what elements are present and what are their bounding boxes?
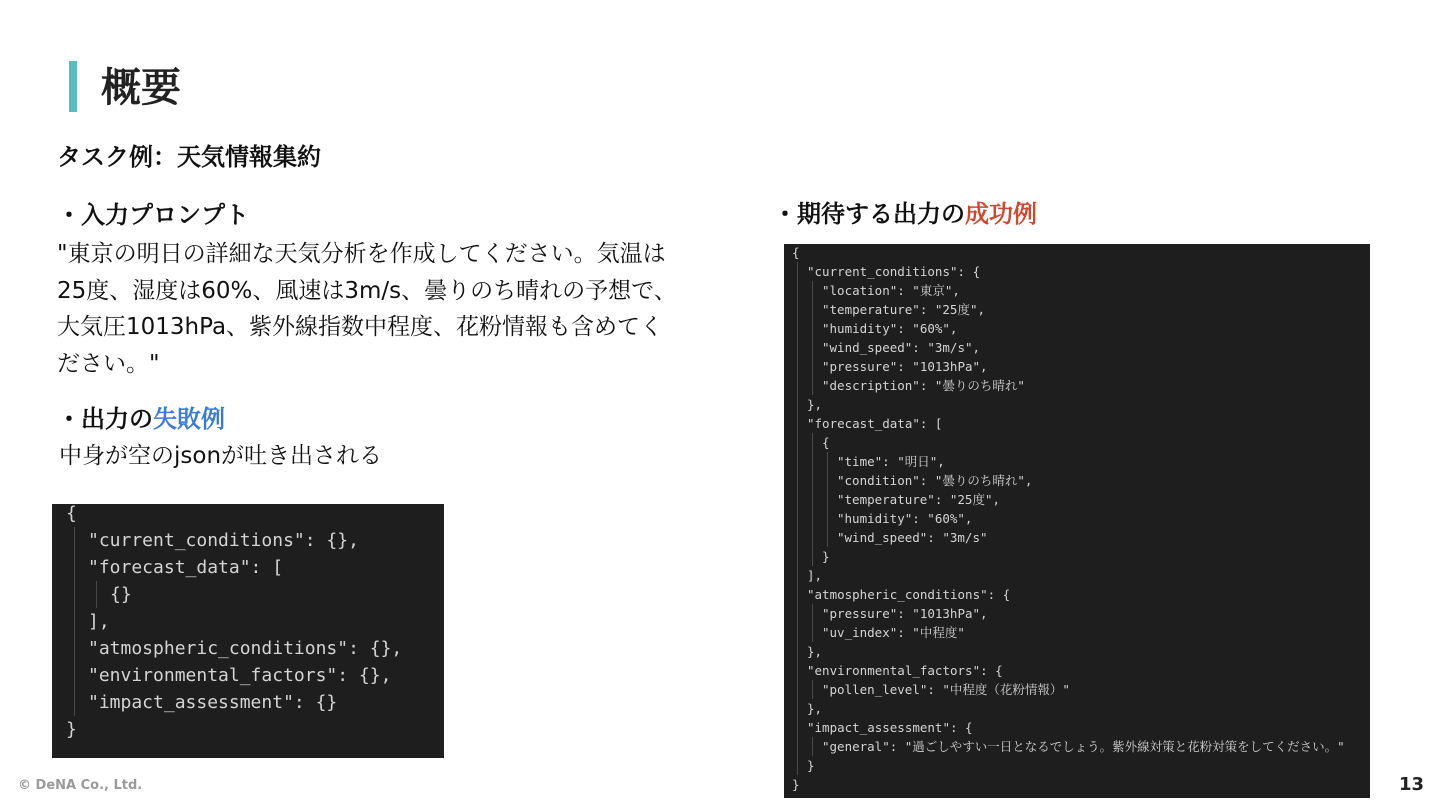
indent-guide	[812, 433, 813, 452]
code-line: "environmental_factors": {},	[88, 665, 392, 686]
indent-guide	[797, 756, 798, 775]
code-line: "condition": "曇りのち晴れ",	[837, 473, 1033, 488]
task-label: タスク例：天気情報集約	[57, 143, 321, 171]
indent-guide	[797, 737, 798, 756]
indent-guide	[74, 662, 75, 689]
code-line: "pressure": "1013hPa",	[822, 359, 988, 374]
code-line: "temperature": "25度",	[822, 302, 986, 317]
indent-guide	[74, 608, 75, 635]
code-line: "humidity": "60%",	[822, 321, 958, 336]
code-line: {	[792, 245, 800, 260]
expected-heading	[773, 198, 1037, 230]
indent-guide	[812, 471, 813, 490]
indent-guide	[812, 490, 813, 509]
indent-guide	[74, 581, 75, 608]
prompt-line: ださい。"	[57, 350, 160, 377]
indent-guide	[797, 452, 798, 471]
code-line: "humidity": "60%",	[837, 511, 973, 526]
code-line: "wind_speed": "3m/s",	[822, 340, 981, 355]
indent-guide	[827, 528, 828, 547]
code-line: ],	[807, 568, 823, 583]
indent-guide	[74, 635, 75, 662]
code-line: }	[792, 777, 800, 792]
indent-guide	[827, 471, 828, 490]
indent-guide	[797, 661, 798, 680]
indent-guide	[827, 452, 828, 471]
code-line: "wind_speed": "3m/s"	[837, 530, 988, 545]
page-number: 13	[1398, 774, 1424, 795]
indent-guide	[797, 566, 798, 585]
indent-guide	[797, 281, 798, 300]
code-line: "general": "過ごしやすい一日となるでしょう。紫外線対策と花粉対策をしてください。"	[822, 739, 1345, 754]
prompt-line: 大気圧1013hPa、紫外線指数中程度、花粉情報も含めてく	[57, 314, 664, 340]
code-line: "location": "東京",	[822, 283, 960, 298]
indent-guide	[797, 490, 798, 509]
code-line: "impact_assessment": {}	[88, 692, 338, 713]
indent-guide	[812, 319, 813, 338]
input-prompt-text	[57, 236, 717, 382]
indent-guide	[812, 623, 813, 642]
indent-guide	[797, 528, 798, 547]
code-line: }	[66, 719, 77, 740]
indent-guide	[797, 604, 798, 623]
indent-guide	[812, 547, 813, 566]
indent-guide	[812, 509, 813, 528]
indent-guide	[797, 319, 798, 338]
code-line: "temperature": "25度",	[837, 492, 1001, 507]
indent-guide	[74, 689, 75, 716]
slide-title: 概要	[101, 65, 181, 111]
input-prompt-heading: ・入力プロンプト	[57, 201, 249, 229]
indent-guide	[797, 395, 798, 414]
prompt-line: 25度、湿度は60%、風速は3m/s、曇りのち晴れの予想で、	[57, 277, 677, 304]
indent-guide	[797, 699, 798, 718]
indent-guide	[797, 718, 798, 737]
success-code-block	[784, 244, 1370, 798]
indent-guide	[812, 338, 813, 357]
indent-guide	[797, 414, 798, 433]
indent-guide	[812, 604, 813, 623]
code-line: "current_conditions": {},	[88, 530, 359, 551]
indent-guide	[827, 490, 828, 509]
indent-guide	[812, 300, 813, 319]
indent-guide	[797, 623, 798, 642]
indent-guide	[812, 376, 813, 395]
code-line: "forecast_data": [	[88, 557, 284, 578]
title-accent-bar	[69, 61, 77, 112]
code-line: "atmospheric_conditions": {	[807, 587, 1011, 602]
indent-guide	[812, 452, 813, 471]
indent-guide	[797, 338, 798, 357]
code-line: "pollen_level": "中程度（花粉情報）"	[822, 682, 1070, 697]
code-line: "pressure": "1013hPa",	[822, 606, 988, 621]
indent-guide	[797, 376, 798, 395]
indent-guide	[797, 433, 798, 452]
prompt-line: "東京の明日の詳細な天気分析を作成してください。気温は	[57, 241, 666, 267]
indent-guide	[74, 554, 75, 581]
copyright-footer: © DeNA Co., Ltd.	[18, 778, 143, 793]
code-line: "environmental_factors": {	[807, 663, 1003, 678]
indent-guide	[797, 300, 798, 319]
code-line: },	[807, 397, 823, 412]
indent-guide	[812, 680, 813, 699]
code-line: "time": "明日",	[837, 454, 945, 469]
indent-guide	[797, 471, 798, 490]
code-line: "forecast_data": [	[807, 416, 943, 431]
indent-guide	[812, 281, 813, 300]
failure-heading	[57, 403, 225, 435]
indent-guide	[797, 585, 798, 604]
indent-guide	[74, 527, 75, 554]
indent-guide	[797, 642, 798, 661]
code-line: "atmospheric_conditions": {},	[88, 638, 403, 659]
failure-heading-highlight: 失敗例	[153, 405, 225, 433]
code-line: },	[807, 701, 823, 716]
indent-guide	[797, 262, 798, 281]
expected-heading-highlight: 成功例	[965, 200, 1037, 228]
code-line: }	[822, 549, 830, 564]
indent-guide	[812, 357, 813, 376]
code-line: {	[66, 504, 77, 524]
expected-heading-prefix: ・期待する出力の	[773, 200, 965, 228]
indent-guide	[827, 509, 828, 528]
indent-guide	[797, 357, 798, 376]
failure-code-block	[52, 504, 444, 758]
code-line: "impact_assessment": {	[807, 720, 973, 735]
failure-heading-prefix: ・出力の	[57, 405, 153, 433]
code-line: }	[807, 758, 815, 773]
indent-guide	[797, 509, 798, 528]
code-line: "description": "曇りのち晴れ"	[822, 378, 1025, 393]
code-line: },	[807, 644, 823, 659]
failure-description: 中身が空のjsonが吐き出される	[59, 443, 383, 469]
code-line: ],	[88, 611, 110, 632]
indent-guide	[797, 547, 798, 566]
code-line: {	[822, 435, 830, 450]
indent-guide	[797, 680, 798, 699]
code-line: "current_conditions": {	[807, 264, 981, 279]
indent-guide	[812, 737, 813, 756]
code-line: "uv_index": "中程度"	[822, 625, 965, 640]
indent-guide	[96, 581, 97, 608]
indent-guide	[812, 528, 813, 547]
code-line: {}	[110, 584, 132, 605]
